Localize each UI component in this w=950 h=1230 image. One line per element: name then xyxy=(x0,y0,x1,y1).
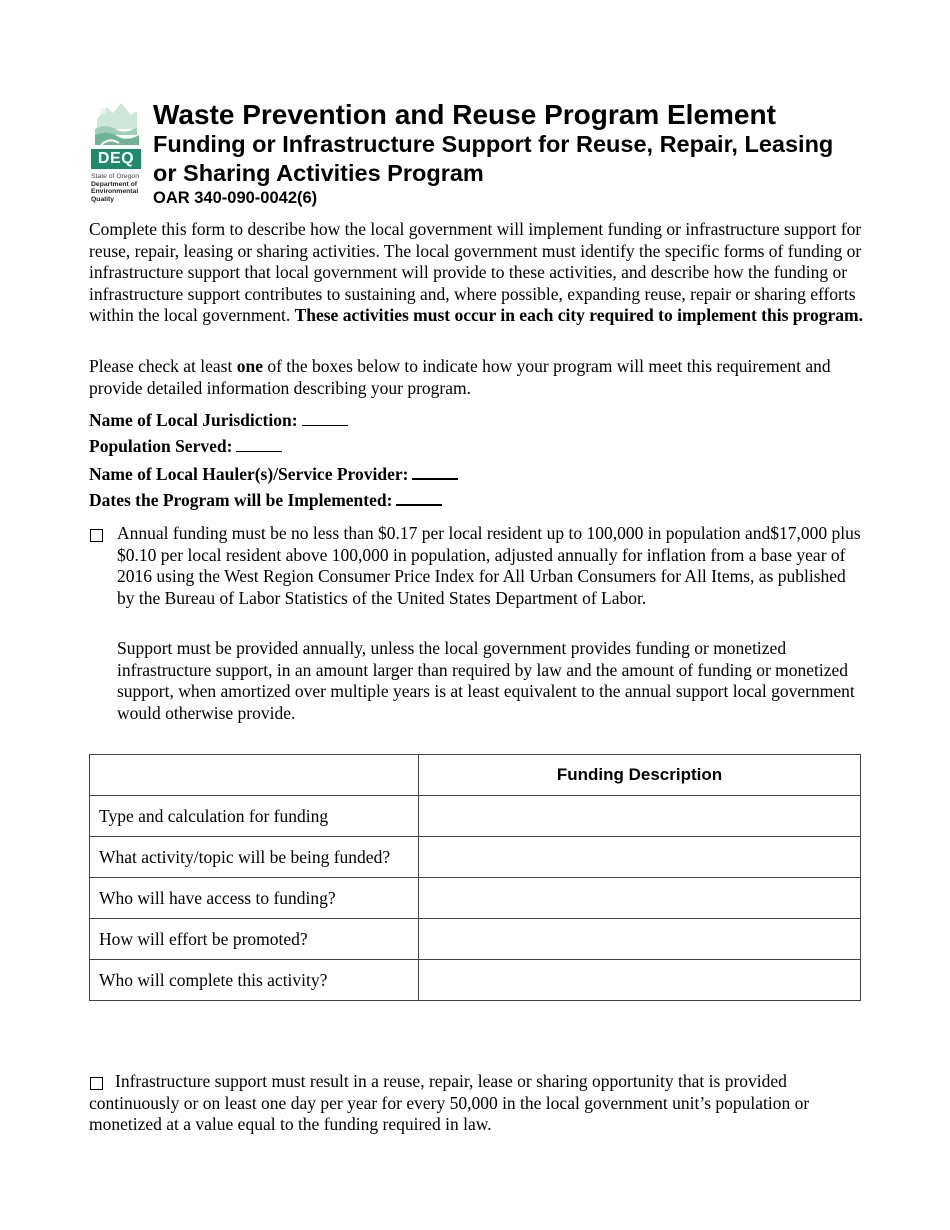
instructions-paragraph: Please check at least one of the boxes below to indicate how your program will meet this requirement and provide detailed information describing your program. xyxy=(89,356,831,398)
intro-paragraph: Complete this form to describe how the local government will implement funding or infrastructure support for reuse, repair, leasing or sharing activities. The local government must identify the specific forms of funding or infrastructure support that local government will provide to these activities, and describe how the funding or infrastructure support contributes to sustaining and, where possible, expanding reuse, repair or sharing efforts within the local government. These activities must occur in each city required to implement this program. xyxy=(89,219,863,325)
question-cell: Who will complete this activity? xyxy=(90,960,419,1001)
funding-description-header: Funding Description xyxy=(419,755,861,796)
answer-cell[interactable] xyxy=(419,919,861,960)
table-row xyxy=(90,796,861,837)
hauler-input[interactable] xyxy=(412,462,458,480)
funding-option-checkbox[interactable] xyxy=(90,529,103,542)
population-field: Population Served: xyxy=(89,435,282,457)
table-header-empty xyxy=(90,755,419,796)
question-cell: Who will have access to funding? xyxy=(90,878,419,919)
question-cell: How will effort be promoted? xyxy=(90,919,419,960)
answer-cell[interactable] xyxy=(419,837,861,878)
table-row xyxy=(90,837,861,878)
hauler-field: Name of Local Hauler(s)/Service Provider: xyxy=(89,462,458,485)
table-row xyxy=(90,960,861,1001)
table-header-row xyxy=(90,755,861,796)
jurisdiction-field: Name of Local Jurisdiction: xyxy=(89,409,348,431)
jurisdiction-input[interactable] xyxy=(302,409,348,426)
table-row xyxy=(90,919,861,960)
deq-logo xyxy=(89,97,145,212)
deq-abbrev: DEQ xyxy=(91,149,141,169)
page-subtitle: Funding or Infrastructure Support for Reuse, Repair, Leasing or Sharing Activities Program xyxy=(153,131,834,186)
agency-name: State of Oregon Department of Environmental Quality xyxy=(91,173,139,203)
funding-support-text: Support must be provided annually, unless the local government provides funding or monetized infrastructure support, in an amount larger than required by law and the amount of funding or monetized support, when amortized over multiple years is at least equivalent to the annual support local government would otherwise provide. xyxy=(117,638,855,723)
page-title: Waste Prevention and Reuse Program Element xyxy=(153,99,776,130)
question-cell: Type and calculation for funding xyxy=(90,796,419,837)
dates-input[interactable] xyxy=(396,488,442,506)
answer-cell[interactable] xyxy=(419,878,861,919)
form-header xyxy=(89,97,869,212)
funding-option-text: Annual funding must be no less than $0.17 per local resident up to 100,000 in population and$17,000 plus $0.10 per local resident above 100,000 in population, adjusted annually for inflation from a base year of 2016 using the West Region Consumer Price Index for All Urban Consumers for All Items, as published by the Bureau of Labor Statistics of the United States Department of Labor. xyxy=(117,523,861,608)
answer-cell[interactable] xyxy=(419,796,861,837)
question-cell: What activity/topic will be being funded? xyxy=(90,837,419,878)
population-input[interactable] xyxy=(236,435,282,452)
dates-field: Dates the Program will be Implemented: xyxy=(89,488,442,511)
oregon-landscape-icon xyxy=(91,99,141,147)
funding-table xyxy=(89,754,861,1001)
answer-cell[interactable] xyxy=(419,960,861,1001)
rule-reference: OAR 340-090-0042(6) xyxy=(153,189,318,207)
intro-emphasis: These activities must occur in each city required to implement this program. xyxy=(294,305,863,325)
table-row xyxy=(90,878,861,919)
infrastructure-option-text: Infrastructure support must result in a reuse, repair, lease or sharing opportunity that is provided continuously or on least one day per year for every 50,000 in the local government unit’s population or monetized at a value equal to the funding required in law. xyxy=(89,1071,810,1134)
